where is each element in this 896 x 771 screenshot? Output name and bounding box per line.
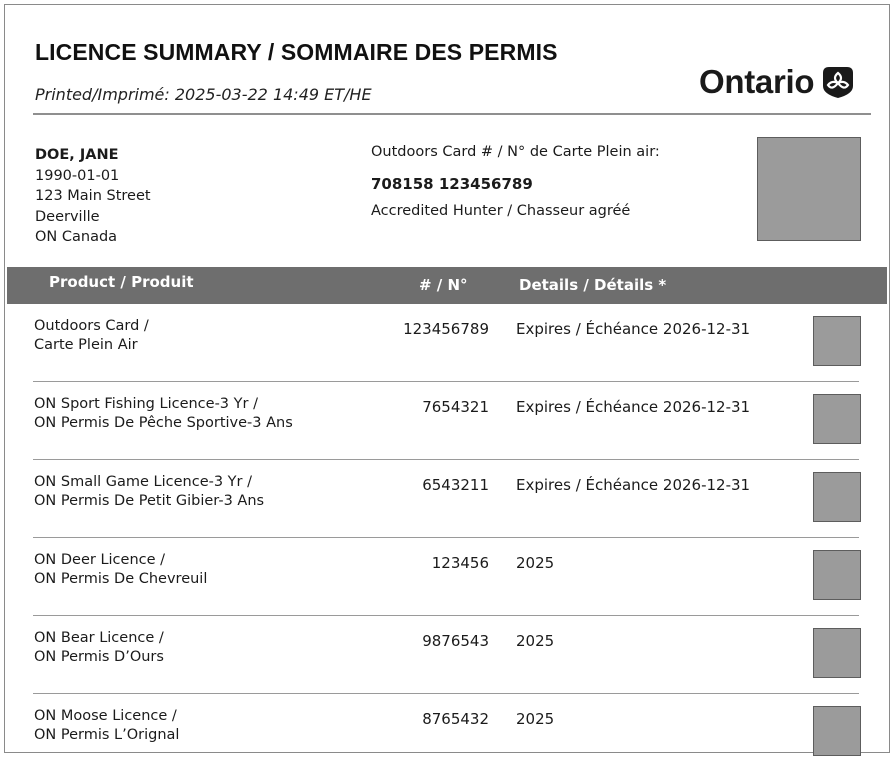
product-name-en: ON Small Game Licence-3 Yr / — [34, 474, 252, 490]
licence-number: 8765432 — [422, 710, 489, 728]
product-name-en: ON Deer Licence / — [34, 552, 166, 568]
product-name-en: ON Bear Licence / — [34, 630, 164, 646]
holder-details — [35, 145, 151, 248]
row-qr-code — [813, 316, 861, 366]
outdoors-card-info — [371, 144, 660, 219]
product-name-fr: ON Permis De Petit Gibier-3 Ans — [34, 493, 265, 509]
header-number: # / N° — [419, 276, 468, 294]
product-name-en: Outdoors Card / — [34, 318, 149, 334]
card-qr-code — [757, 137, 861, 241]
product-name-en: ON Sport Fishing Licence-3 Yr / — [34, 396, 258, 412]
table-row — [33, 460, 859, 538]
table-row — [33, 694, 859, 771]
table-row — [33, 616, 859, 694]
row-qr-code — [813, 550, 861, 600]
holder-street: 123 Main Street — [35, 188, 151, 204]
row-qr-code — [813, 472, 861, 522]
hunter-status: Accredited Hunter / Chasseur agréé — [371, 203, 631, 219]
table-row — [33, 538, 859, 616]
ontario-logo — [699, 61, 856, 103]
product-name-fr: ON Permis D’Ours — [34, 649, 164, 665]
table-header — [7, 267, 887, 304]
licence-details: Expires / Échéance 2026-12-31 — [516, 398, 751, 416]
licence-details: Expires / Échéance 2026-12-31 — [516, 476, 751, 494]
product-name-en: ON Moose Licence / — [34, 708, 177, 724]
licence-summary-document — [4, 4, 890, 753]
holder-dob: 1990-01-01 — [35, 167, 120, 184]
licence-details: 2025 — [516, 632, 555, 650]
product-name-fr: Carte Plein Air — [34, 337, 138, 353]
header-details: Details / Détails * — [519, 276, 667, 294]
product-name-fr: ON Permis L’Orignal — [34, 727, 180, 743]
licence-details: 2025 — [516, 554, 555, 572]
trillium-icon — [820, 64, 856, 100]
header-product: Product / Produit — [49, 273, 194, 291]
licence-list — [5, 304, 889, 771]
table-row — [33, 304, 859, 382]
row-qr-code — [813, 394, 861, 444]
licence-number: 9876543 — [422, 632, 489, 650]
licence-number: 6543211 — [422, 476, 489, 494]
document-title: LICENCE SUMMARY / SOMMAIRE DES PERMIS — [35, 39, 558, 65]
row-qr-code — [813, 628, 861, 678]
holder-region: ON Canada — [35, 229, 118, 245]
holder-city: Deerville — [35, 208, 100, 225]
licence-details: 2025 — [516, 710, 555, 728]
licence-number: 123456 — [431, 554, 489, 572]
header-divider — [33, 113, 871, 115]
outdoors-card-label: Outdoors Card # / N° de Carte Plein air: — [371, 144, 660, 160]
licence-number: 123456789 — [403, 320, 489, 338]
printed-timestamp: Printed/Imprimé: 2025-03-22 14:49 ET/HE — [35, 85, 372, 104]
holder-name: DOE, JANE — [35, 147, 119, 163]
licence-details: Expires / Échéance 2026-12-31 — [516, 320, 751, 338]
brand-wordmark: Ontario — [699, 63, 815, 100]
row-qr-code — [813, 706, 861, 756]
licence-number: 7654321 — [422, 398, 489, 416]
product-name-fr: ON Permis De Pêche Sportive-3 Ans — [34, 415, 293, 431]
product-name-fr: ON Permis De Chevreuil — [34, 571, 208, 587]
table-row — [33, 382, 859, 460]
outdoors-card-number: 708158 123456789 — [371, 175, 533, 193]
